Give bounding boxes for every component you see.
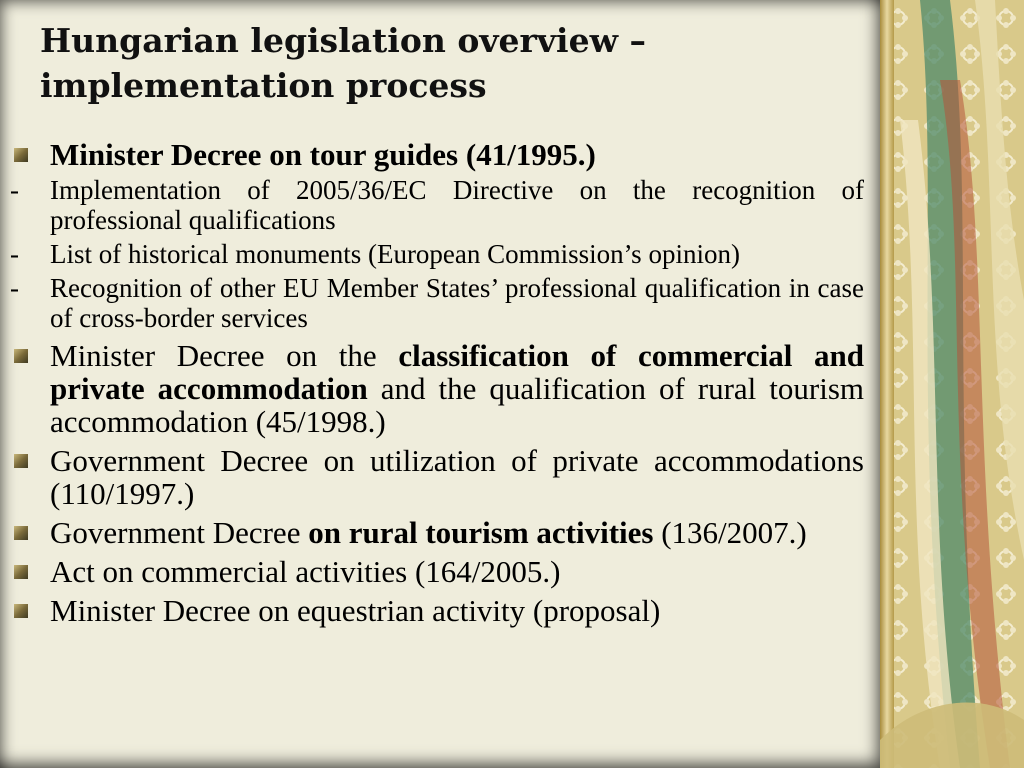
- dash-marker: -: [10, 273, 19, 303]
- slide-content: [10, 138, 864, 631]
- bullet-text: Act on commercial activities (164/2005.): [50, 554, 561, 589]
- bullet-bold-text: classification of commercial and private accommodation: [50, 338, 865, 406]
- bullet-text: (136/2007.): [653, 515, 807, 550]
- bullet-bold-text: on rural tourism activities: [308, 515, 654, 550]
- square-bullet-icon: [14, 565, 28, 579]
- square-bullet-icon: [14, 349, 28, 363]
- bullet-text: Minister Decree on the: [50, 338, 399, 373]
- sub-bullet-text: List of historical monuments (European Commission’s opinion): [50, 239, 740, 269]
- bullet-item: [10, 555, 864, 588]
- sub-bullet-item: [10, 239, 864, 269]
- square-bullet-icon: [14, 526, 28, 540]
- page-title: Hungarian legislation overview – implementation process: [40, 21, 646, 105]
- bullet-item: [10, 444, 864, 510]
- sub-bullet-item: [10, 273, 864, 333]
- bullet-text: Government Decree on utilization of private accommodations (110/1997.): [50, 443, 864, 511]
- dash-marker: -: [10, 239, 19, 269]
- bullet-text: Minister Decree on equestrian activity (proposal): [50, 593, 661, 628]
- bullet-text: and the qualification of rural tourism accommodation (45/1998.): [50, 371, 864, 439]
- sub-bullet-item: [10, 175, 864, 235]
- square-bullet-icon: [14, 148, 28, 162]
- bullet-item: [10, 516, 864, 549]
- bullet-text: Government Decree: [50, 515, 309, 550]
- floral-pattern-icon: [880, 0, 1024, 768]
- square-bullet-icon: [14, 604, 28, 618]
- square-bullet-icon: [14, 454, 28, 468]
- bullet-bold-text: Minister Decree on tour guides (41/1995.): [50, 137, 596, 172]
- sub-bullet-text: Implementation of 2005/36/EC Directive on the recognition of professional qualifications: [50, 175, 864, 235]
- sub-bullet-text: Recognition of other EU Member States’ professional qualification in case of cross-border services: [50, 273, 864, 333]
- decorative-border: [880, 0, 1024, 768]
- bullet-item: [10, 339, 864, 438]
- bullet-item: [10, 594, 864, 627]
- bullet-item: [10, 138, 864, 171]
- dash-marker: -: [10, 175, 19, 205]
